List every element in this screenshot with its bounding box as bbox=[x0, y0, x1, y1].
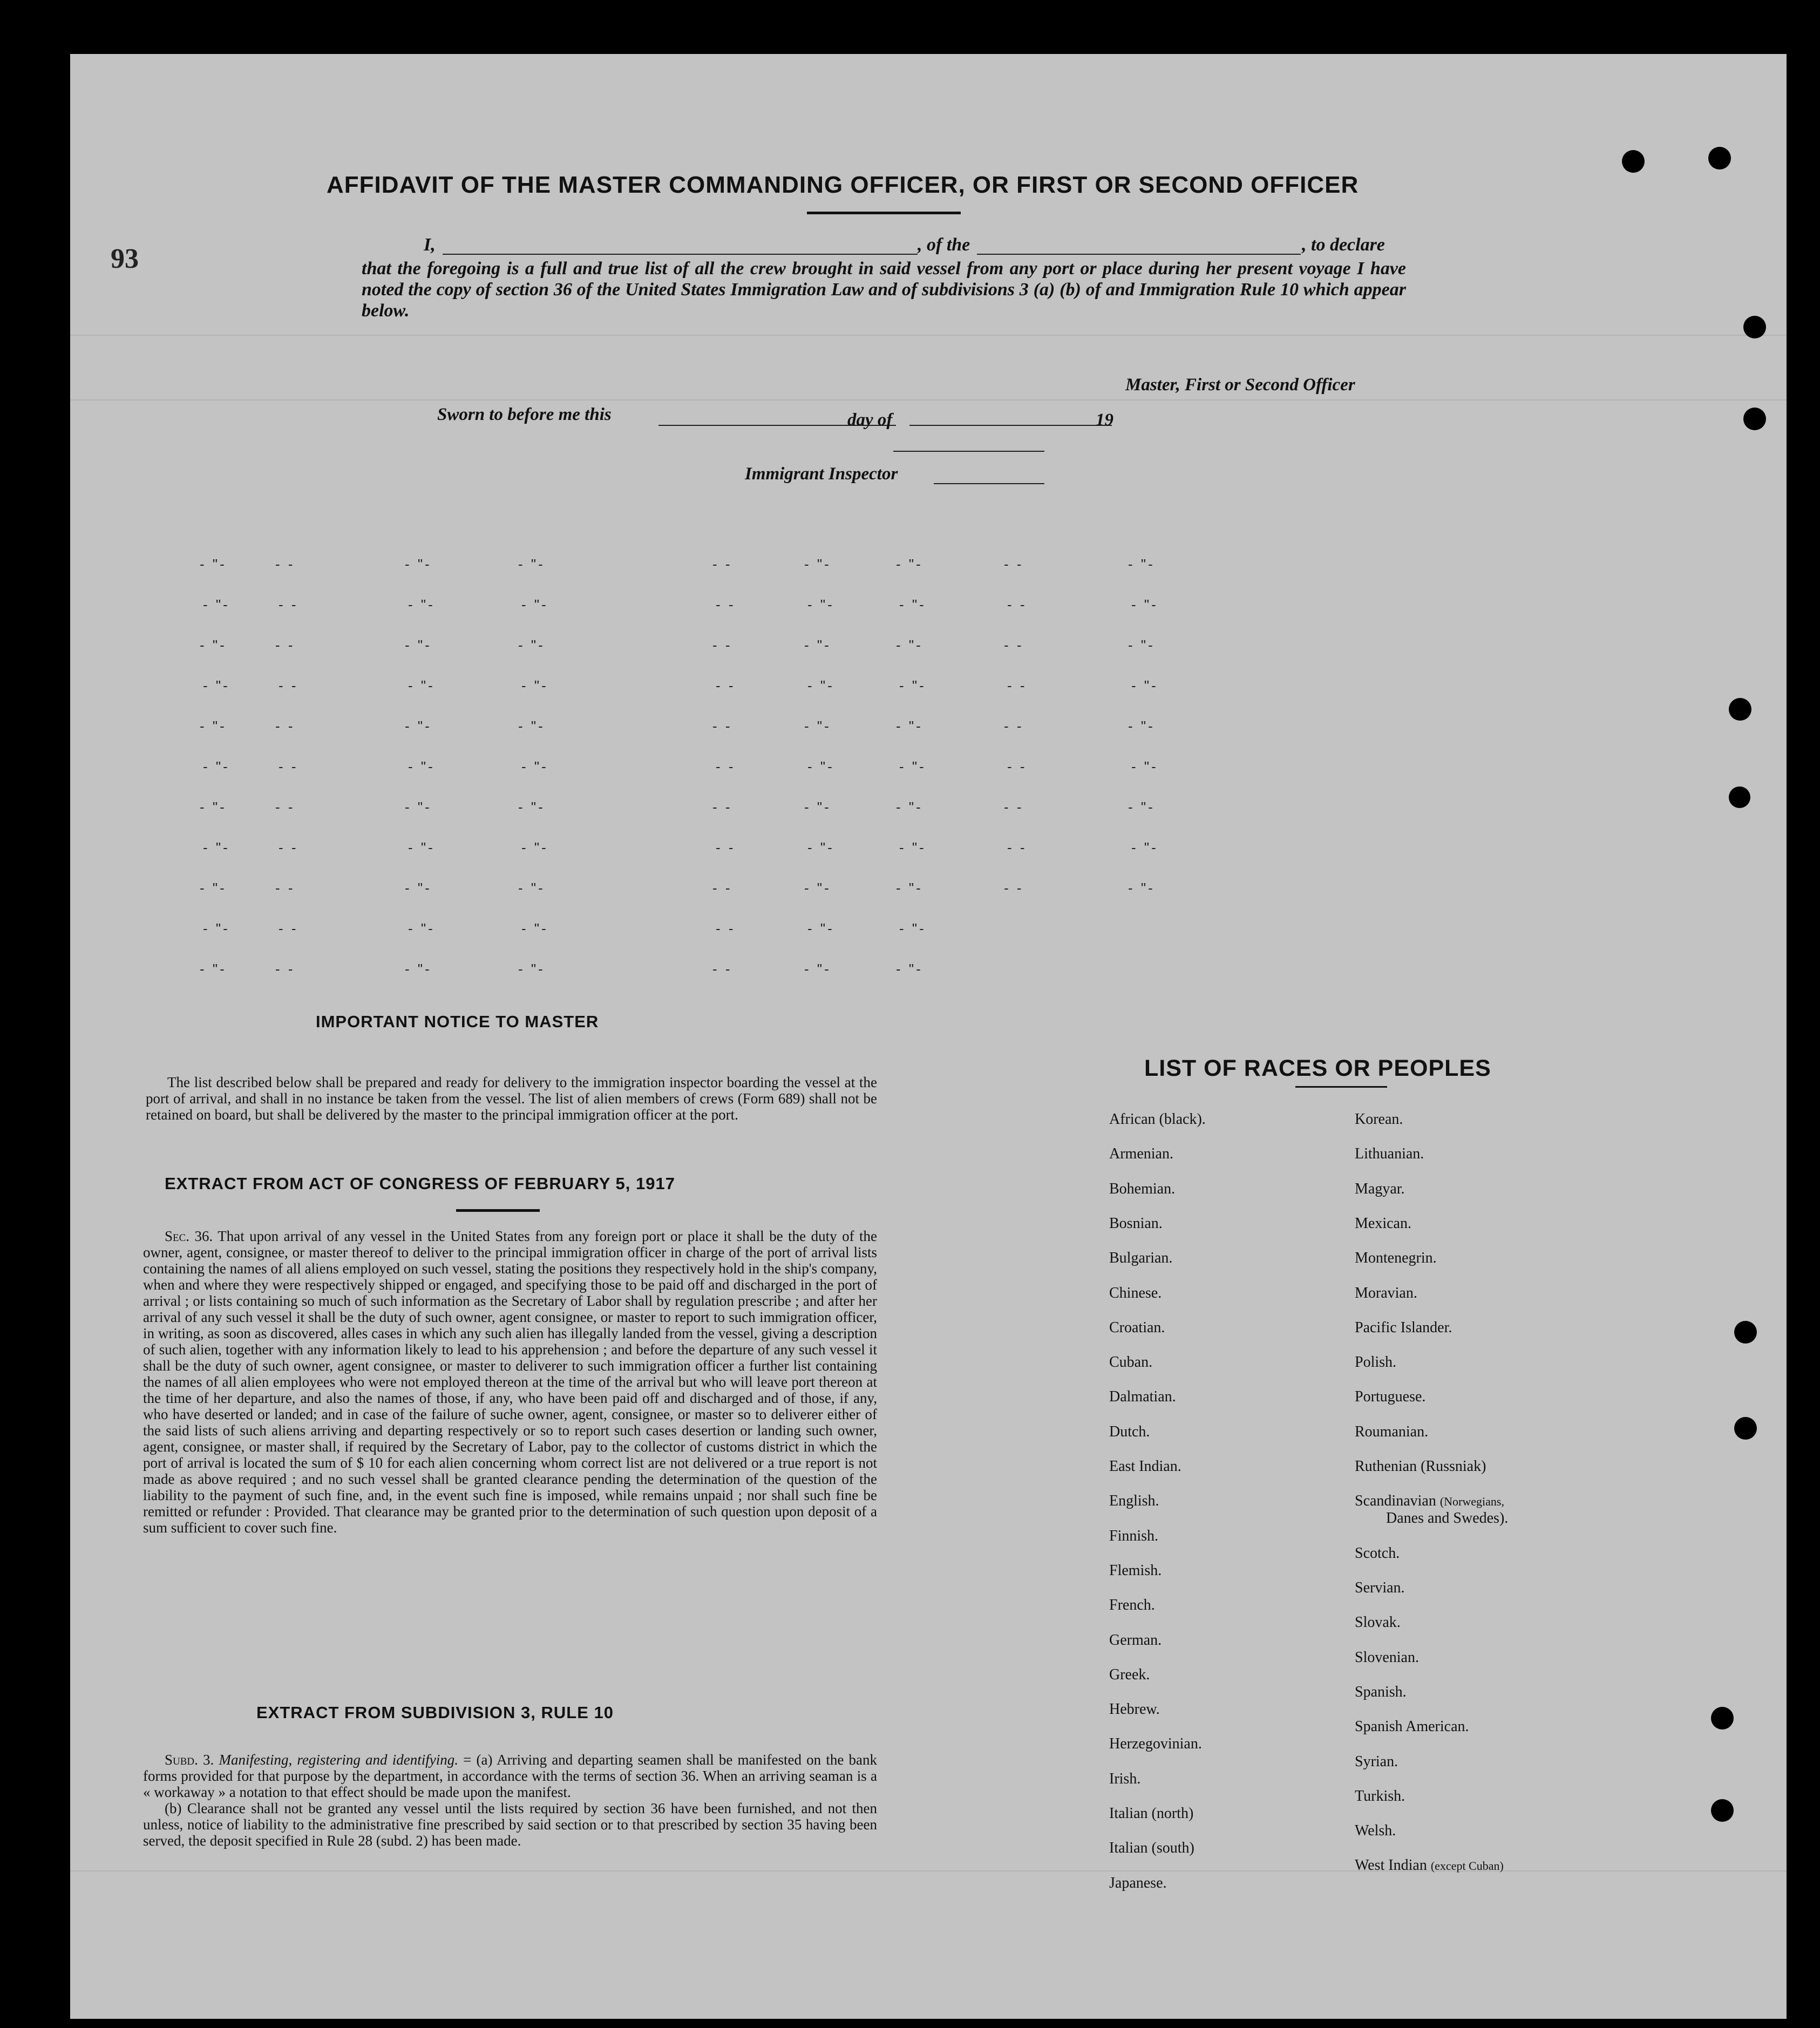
ditto-mark: - "- bbox=[804, 637, 831, 653]
ditto-mark: - "- bbox=[521, 677, 548, 694]
ditto-mark: - - bbox=[1007, 839, 1027, 856]
ditto-mark: - - bbox=[1007, 677, 1027, 694]
races-rule bbox=[1295, 1086, 1387, 1088]
extract-act-rule bbox=[456, 1209, 540, 1212]
ditto-mark: - "- bbox=[804, 718, 831, 734]
race-left-item: Irish. bbox=[1109, 1770, 1141, 1787]
ditto-mark: - "- bbox=[518, 880, 545, 896]
ditto-mark: - "- bbox=[203, 758, 230, 775]
section-36-text: That upon arrival of any vessel in the United States from any foreign port or place it shall be the duty of the owner, agent, consignee, or master thereof to deliver to the principal immigration officer in charge of the port of arrival lists containing the names of all aliens employed on such vessel, stating the positions they respectively hold in the ship's company, when and where they were respectively shipped or engaged, and specifying those to be paid off and discharged in the port of arrival ; or lists containing so much of such information as the Secretary of Labor shall by regulation prescribe ; and after her arrival of any such vessel it shall be the duty of such owner, agent consignee, or master to report to such immigration officer, in writing, as soon as discovered, alles cases in which any such alien has illegally landed from the vessel, giving a description of such alien, together with any information likely to lead to his apprehension ; and before the departure of any such vessel it shall be the duty of such owner, agent consignee, or master to deliverer to such immigration officer a further list containing the names of all alien employees who were not employed thereon at the time of the arrival but who will leave port thereon at the time of her departure, and also the names of those, if any, who have been paid off and discharged and of those, if any, who have deserted or landed; and in case of the failure of suche owner, agent, consignee, or master so to deliverer either of the said lists of such aliens arriving and departing respectively or so to report such cases desertion or landing such owner, agent, consignee, or master shall, if required by the Secretary of Labor, pay to the collector of customs district in which the port of arrival is located the sum of $ 10 for each alien concerning whom correct list are not delivered or a true report is not made as above required ; and no such vessel shall be granted clearance pending the determination of the question of the liability to the payment of such fine, and, in the event such fine is imposed, while remains unpaid ; nor shall such fine be remitted or refunder : Provided. That clearance may be granted prior to the determination of such question upon deposit of a sum sufficient to cover such fine. bbox=[143, 1228, 878, 1536]
ditto-mark: - "- bbox=[405, 637, 432, 653]
race-name: Roumanian. bbox=[1355, 1423, 1429, 1440]
ditto-mark: - "- bbox=[896, 718, 923, 734]
affidavit-i-label: I, bbox=[424, 235, 436, 255]
ditto-mark: - "- bbox=[408, 596, 435, 613]
month-line bbox=[909, 425, 1112, 426]
ditto-mark: - "- bbox=[1128, 880, 1155, 896]
notice-title: IMPORTANT NOTICE TO MASTER bbox=[316, 1012, 599, 1031]
ruled-line bbox=[70, 399, 1787, 401]
ditto-mark: - - bbox=[1004, 799, 1024, 815]
punch-hole bbox=[1743, 408, 1766, 430]
ditto-mark: - "- bbox=[521, 839, 548, 856]
race-name: Welsh. bbox=[1355, 1822, 1396, 1840]
ditto-mark: - "- bbox=[899, 920, 926, 937]
race-right-item bbox=[1355, 1423, 1428, 1441]
ditto-mark: - "- bbox=[804, 799, 831, 815]
punch-hole bbox=[1708, 147, 1731, 169]
ditto-mark: - "- bbox=[200, 799, 227, 815]
ditto-mark: - "- bbox=[405, 961, 432, 977]
race-left-item: Japanese. bbox=[1109, 1874, 1167, 1891]
ditto-mark: - "- bbox=[807, 677, 834, 694]
race-note-line: Danes and Swedes). bbox=[1386, 1510, 1509, 1527]
race-name: Syrian. bbox=[1355, 1753, 1398, 1770]
race-left-item: English. bbox=[1109, 1493, 1159, 1510]
ditto-mark: - - bbox=[279, 839, 298, 856]
race-right-item bbox=[1355, 1579, 1405, 1597]
race-left-item: Armenian. bbox=[1109, 1145, 1173, 1163]
race-left-item: Croatian. bbox=[1109, 1319, 1165, 1336]
affidavit-declare-label: , to declare bbox=[1302, 235, 1385, 255]
race-note: (Norwegians, bbox=[1439, 1495, 1504, 1509]
race-name: West Indian bbox=[1355, 1857, 1427, 1874]
race-right-item bbox=[1355, 1649, 1419, 1666]
race-right-item bbox=[1355, 1111, 1403, 1128]
race-left-item: African (black). bbox=[1109, 1111, 1206, 1128]
ditto-mark: - "- bbox=[1128, 556, 1155, 572]
ditto-mark: - "- bbox=[203, 839, 230, 856]
ditto-mark: - - bbox=[1004, 556, 1024, 572]
ditto-mark: - "- bbox=[521, 758, 548, 775]
race-left-item: Dalmatian. bbox=[1109, 1388, 1176, 1406]
extract-act-title: EXTRACT FROM ACT OF CONGRESS OF FEBRUARY 5, 1917 bbox=[165, 1174, 675, 1193]
extract-rule-title: EXTRACT FROM SUBDIVISION 3, RULE 10 bbox=[256, 1703, 614, 1722]
race-name: Polish. bbox=[1355, 1354, 1397, 1371]
ditto-mark: - - bbox=[275, 961, 295, 977]
race-right-item bbox=[1355, 1718, 1469, 1735]
ditto-mark: - "- bbox=[408, 677, 435, 694]
race-name: Korean. bbox=[1355, 1111, 1403, 1128]
ditto-mark: - "- bbox=[896, 556, 923, 572]
ditto-mark: - - bbox=[279, 920, 298, 937]
ditto-mark: - "- bbox=[807, 596, 834, 613]
race-right-item bbox=[1355, 1250, 1437, 1267]
race-name: Scotch. bbox=[1355, 1544, 1400, 1562]
ditto-mark: - "- bbox=[896, 799, 923, 815]
ditto-mark: - "- bbox=[405, 880, 432, 896]
ditto-mark: - - bbox=[275, 799, 295, 815]
ditto-mark: - - bbox=[279, 677, 298, 694]
ditto-mark: - - bbox=[712, 556, 732, 572]
punch-hole bbox=[1734, 1321, 1757, 1344]
ditto-mark: - "- bbox=[200, 880, 227, 896]
document-page bbox=[70, 54, 1787, 2019]
race-right-item bbox=[1355, 1545, 1400, 1562]
punch-hole bbox=[1734, 1417, 1757, 1440]
ditto-mark: - - bbox=[716, 839, 736, 856]
affidavit-of-the-label: , of the bbox=[918, 235, 970, 255]
affidavit-paragraph: that the foregoing is a full and true list of all the crew brought in said vessel from any port or place during her present voyage I have noted the copy of section 36 of the United States Immigration Law and of subdivisions 3 (a) (b) of and Immigration Rule 10 which appear below. bbox=[362, 259, 1406, 321]
ditto-mark: - "- bbox=[1128, 799, 1155, 815]
punch-hole bbox=[1729, 786, 1750, 808]
ditto-mark: - - bbox=[275, 556, 295, 572]
race-name: Servian. bbox=[1355, 1579, 1405, 1597]
inspector-label: Immigrant Inspector bbox=[745, 464, 898, 484]
ditto-mark: - - bbox=[275, 880, 295, 896]
ditto-mark: - - bbox=[712, 880, 732, 896]
ditto-mark: - - bbox=[279, 596, 298, 613]
ditto-mark: - "- bbox=[899, 758, 926, 775]
race-right-item bbox=[1355, 1285, 1417, 1302]
ditto-mark: - "- bbox=[807, 758, 834, 775]
section-label: Sec. 36. bbox=[165, 1228, 213, 1244]
race-left-item: East Indian. bbox=[1109, 1458, 1181, 1475]
sworn-label: Sworn to before me this bbox=[437, 405, 612, 424]
ditto-mark: - "- bbox=[807, 920, 834, 937]
race-left-item: Bosnian. bbox=[1109, 1215, 1163, 1232]
ditto-mark: - - bbox=[275, 718, 295, 734]
ditto-mark: - "- bbox=[804, 880, 831, 896]
race-right-item bbox=[1355, 1388, 1425, 1406]
race-left-item: Hebrew. bbox=[1109, 1701, 1160, 1718]
ditto-mark: - "- bbox=[521, 920, 548, 937]
page-number: 93 bbox=[111, 243, 139, 274]
ruled-line bbox=[70, 1870, 1787, 1871]
race-name: Spanish. bbox=[1355, 1683, 1407, 1700]
race-name: Spanish American. bbox=[1355, 1718, 1469, 1735]
ditto-mark: - "- bbox=[518, 799, 545, 815]
ditto-mark: - "- bbox=[200, 637, 227, 653]
ditto-mark: - "- bbox=[1131, 596, 1158, 613]
race-left-item: French. bbox=[1109, 1597, 1155, 1614]
ditto-mark: - - bbox=[716, 920, 736, 937]
race-left-item: Cuban. bbox=[1109, 1354, 1153, 1371]
ditto-mark: - "- bbox=[408, 758, 435, 775]
ditto-mark: - "- bbox=[408, 920, 435, 937]
race-left-item: Herzegovinian. bbox=[1109, 1735, 1202, 1753]
ditto-mark: - "- bbox=[896, 637, 923, 653]
ruled-line bbox=[70, 335, 1787, 336]
ditto-mark: - - bbox=[1007, 596, 1027, 613]
master-name-line bbox=[443, 254, 918, 255]
ditto-mark: - "- bbox=[518, 556, 545, 572]
title-rule bbox=[807, 212, 961, 214]
ditto-mark: - - bbox=[712, 799, 732, 815]
race-name: Portuguese. bbox=[1355, 1388, 1426, 1406]
race-right-item bbox=[1355, 1181, 1405, 1198]
race-right-item bbox=[1355, 1458, 1486, 1475]
race-name: Lithuanian. bbox=[1355, 1145, 1424, 1163]
punch-hole bbox=[1711, 1799, 1734, 1822]
race-left-item: Chinese. bbox=[1109, 1284, 1162, 1301]
race-right-item bbox=[1355, 1684, 1407, 1701]
race-name: Slovenian. bbox=[1355, 1649, 1419, 1666]
inspector-line bbox=[934, 483, 1044, 484]
ditto-mark: - "- bbox=[807, 839, 834, 856]
ditto-mark: - "- bbox=[896, 961, 923, 977]
ditto-mark: - - bbox=[1004, 718, 1024, 734]
race-name: Montenegrin. bbox=[1355, 1250, 1437, 1267]
ditto-mark: - "- bbox=[518, 961, 545, 977]
ditto-mark: - - bbox=[712, 718, 732, 734]
ditto-mark: - - bbox=[716, 758, 736, 775]
extract-act-body bbox=[143, 1228, 877, 1536]
race-left-item: Italian (north) bbox=[1109, 1805, 1194, 1822]
race-note: (except Cuban) bbox=[1430, 1859, 1504, 1873]
inspector-signature-line bbox=[893, 451, 1044, 452]
ditto-mark: - "- bbox=[405, 718, 432, 734]
ditto-mark: - "- bbox=[804, 961, 831, 977]
affidavit-title: AFFIDAVIT OF THE MASTER COMMANDING OFFICER, OR FIRST OR SECOND OFFICER bbox=[327, 172, 1359, 198]
ditto-mark: - - bbox=[712, 961, 732, 977]
ditto-mark: - - bbox=[1004, 880, 1024, 896]
race-right-item bbox=[1355, 1822, 1396, 1840]
ditto-mark: - "- bbox=[200, 961, 227, 977]
ditto-mark: - "- bbox=[203, 596, 230, 613]
ditto-mark: - "- bbox=[518, 718, 545, 734]
race-name: Moravian. bbox=[1355, 1284, 1417, 1301]
ditto-mark: - - bbox=[716, 596, 736, 613]
ditto-mark: - "- bbox=[1128, 718, 1155, 734]
race-left-item: Finnish. bbox=[1109, 1527, 1159, 1544]
race-right-item bbox=[1355, 1788, 1405, 1805]
race-name: Turkish. bbox=[1355, 1787, 1405, 1805]
race-left-item: Bohemian. bbox=[1109, 1180, 1176, 1197]
signature-label: Master, First or Second Officer bbox=[1125, 375, 1355, 395]
ditto-mark: - "- bbox=[200, 556, 227, 572]
subd-text-b: (b) Clearance shall not be granted any vessel until the lists required by section 36 have been furnished, and not then unless, notice of liability to the administrative fine prescribed by said section or to that prescribed by section 35 having been served, the deposit specified in Rule 28 (subd. 2) has been made. bbox=[143, 1800, 877, 1849]
day-of-label: day of bbox=[847, 410, 893, 430]
race-left-item: Greek. bbox=[1109, 1666, 1150, 1683]
race-name: Slovak. bbox=[1355, 1614, 1401, 1631]
ditto-mark: - "- bbox=[804, 556, 831, 572]
ditto-mark: - "- bbox=[1131, 839, 1158, 856]
race-right-item bbox=[1355, 1614, 1401, 1631]
ditto-mark: - "- bbox=[200, 718, 227, 734]
notice-text: The list described below shall be prepared and ready for delivery to the immigration inspector boarding the vessel at the port of arrival, and shall in no instance be taken from the vessel. The list of alien members of crews (Form 689) shall not be retained on board, but shall be delivered by the master to the principal immigration officer at the port. bbox=[146, 1074, 877, 1123]
ditto-mark: - "- bbox=[408, 839, 435, 856]
vessel-name-line bbox=[977, 254, 1301, 255]
race-name: Magyar. bbox=[1355, 1180, 1405, 1197]
race-left-item: German. bbox=[1109, 1631, 1162, 1649]
ditto-mark: - "- bbox=[521, 596, 548, 613]
extract-rule-body bbox=[143, 1752, 877, 1849]
race-name: Ruthenian (Russniak) bbox=[1355, 1458, 1486, 1475]
punch-hole bbox=[1622, 150, 1645, 173]
ditto-mark: - - bbox=[1007, 758, 1027, 775]
punch-hole bbox=[1729, 698, 1751, 721]
ditto-mark: - "- bbox=[203, 920, 230, 937]
subd-text-a: = (a) Arriving and departing seamen shall be manifested on the bank forms provided for that purpose by the department, in accordance with the terms of section 36. When an arriving seaman is a « workaway » a notation to that effect should be made upon the manifest. bbox=[143, 1752, 877, 1800]
ditto-mark: - "- bbox=[1128, 637, 1155, 653]
race-left-item: Dutch. bbox=[1109, 1423, 1150, 1440]
ditto-mark: - "- bbox=[405, 799, 432, 815]
punch-hole bbox=[1711, 1707, 1734, 1729]
ditto-mark: - "- bbox=[899, 596, 926, 613]
race-right-item bbox=[1355, 1354, 1396, 1371]
race-name: Pacific Islander. bbox=[1355, 1319, 1452, 1336]
ditto-mark: - - bbox=[712, 637, 732, 653]
punch-hole bbox=[1743, 316, 1766, 338]
ditto-mark: - "- bbox=[1131, 758, 1158, 775]
ditto-mark: - "- bbox=[203, 677, 230, 694]
ditto-mark: - "- bbox=[896, 880, 923, 896]
year-label: 19 bbox=[1096, 410, 1113, 430]
ditto-mark: - "- bbox=[899, 677, 926, 694]
ditto-mark: - "- bbox=[899, 839, 926, 856]
ditto-mark: - "- bbox=[405, 556, 432, 572]
race-right-item bbox=[1355, 1319, 1452, 1337]
race-left-item: Italian (south) bbox=[1109, 1840, 1194, 1857]
races-title: LIST OF RACES OR PEOPLES bbox=[1144, 1055, 1491, 1081]
ditto-mark: - - bbox=[275, 637, 295, 653]
race-right-item bbox=[1355, 1857, 1504, 1874]
ditto-mark: - "- bbox=[518, 637, 545, 653]
race-right-item bbox=[1355, 1493, 1508, 1527]
race-left-item: Bulgarian. bbox=[1109, 1250, 1173, 1267]
ditto-mark: - - bbox=[279, 758, 298, 775]
ditto-mark: - - bbox=[1004, 637, 1024, 653]
race-name: Scandinavian bbox=[1355, 1493, 1436, 1510]
subd-label: Subd. 3. bbox=[165, 1752, 214, 1768]
race-right-item bbox=[1355, 1753, 1398, 1771]
race-left-item: Flemish. bbox=[1109, 1562, 1162, 1579]
ditto-mark: - "- bbox=[1131, 677, 1158, 694]
race-right-item bbox=[1355, 1215, 1411, 1232]
ditto-mark: - - bbox=[716, 677, 736, 694]
race-name: Mexican. bbox=[1355, 1215, 1411, 1232]
race-right-item bbox=[1355, 1145, 1424, 1163]
subd-title: Manifesting, registering and identifying. bbox=[219, 1752, 458, 1768]
